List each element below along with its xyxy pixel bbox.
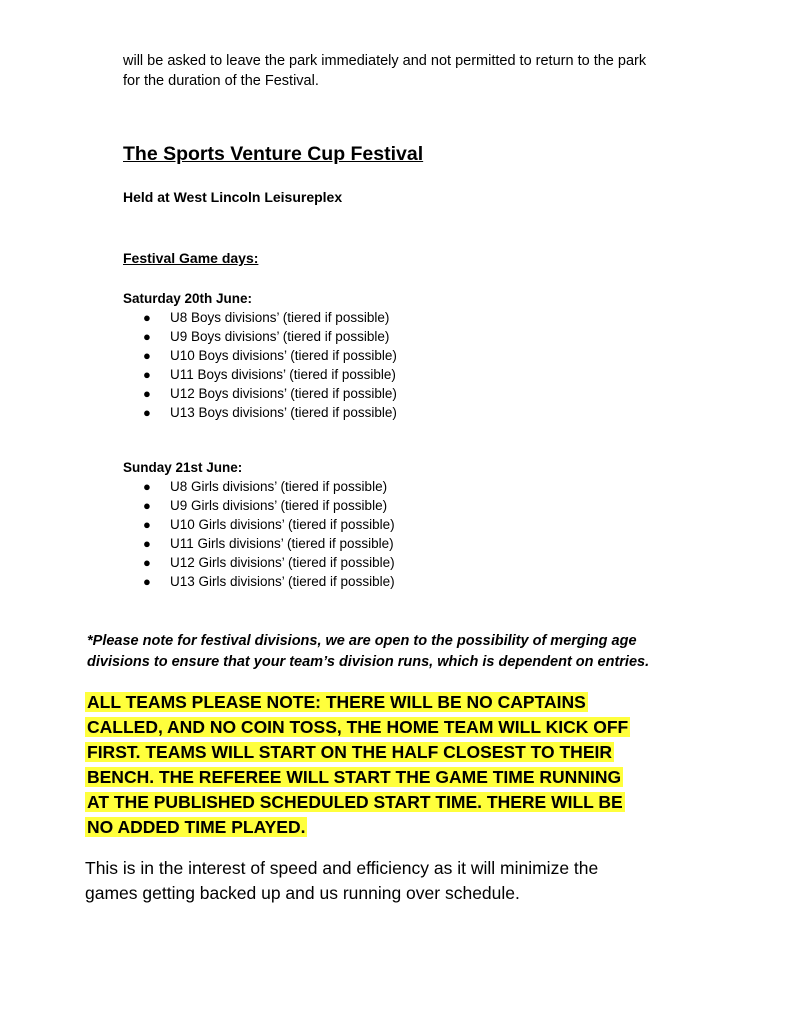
bullet-icon: ● <box>143 517 151 532</box>
division-label: U12 Girls divisions’ (tiered if possible) <box>170 555 395 570</box>
saturday-divisions-list <box>123 308 397 422</box>
note-line-2: divisions to ensure that your team’s division runs, which is dependent on entries. <box>87 654 650 670</box>
venue-line: Held at West Lincoln Leisureplex <box>123 189 343 205</box>
list-item <box>123 572 395 591</box>
division-label: U12 Boys divisions’ (tiered if possible) <box>170 386 397 401</box>
division-label: U9 Girls divisions’ (tiered if possible) <box>170 498 388 513</box>
notice-line-4: BENCH. THE REFEREE WILL START THE GAME TIME RUNNING <box>87 767 622 787</box>
division-label: U13 Girls divisions’ (tiered if possible) <box>170 574 395 589</box>
notice-line-1: ALL TEAMS PLEASE NOTE: THERE WILL BE NO CAPTAINS <box>87 692 586 712</box>
division-label: U11 Boys divisions’ (tiered if possible) <box>170 367 396 382</box>
list-item <box>123 477 395 496</box>
division-label: U10 Boys divisions’ (tiered if possible) <box>170 348 397 363</box>
captains-notice <box>85 690 705 840</box>
bullet-icon: ● <box>143 574 151 589</box>
list-item <box>123 384 397 403</box>
notice-line-6: NO ADDED TIME PLAYED. <box>87 817 306 837</box>
bullet-icon: ● <box>143 348 151 363</box>
sunday-divisions-list <box>123 477 395 591</box>
bullet-icon: ● <box>143 479 151 494</box>
intro-line-1: will be asked to leave the park immediately and not permitted to return to the park <box>123 53 647 69</box>
list-item <box>123 308 397 327</box>
intro-line-2: for the duration of the Festival. <box>123 73 319 89</box>
list-item <box>123 515 395 534</box>
notice-line-3: FIRST. TEAMS WILL START ON THE HALF CLOSEST TO THEIR <box>87 742 612 762</box>
list-item <box>123 553 395 572</box>
division-label: U13 Boys divisions’ (tiered if possible) <box>170 405 397 420</box>
saturday-heading: Saturday 20th June: <box>123 291 253 306</box>
game-days-heading: Festival Game days: <box>123 250 259 266</box>
sunday-heading: Sunday 21st June: <box>123 460 243 475</box>
division-label: U9 Boys divisions’ (tiered if possible) <box>170 329 390 344</box>
bullet-icon: ● <box>143 310 151 325</box>
bullet-icon: ● <box>143 536 151 551</box>
intro-paragraph <box>123 51 723 91</box>
list-item <box>123 365 397 384</box>
closing-line-1: This is in the interest of speed and efficiency as it will minimize the <box>85 858 599 878</box>
merge-divisions-note <box>87 631 727 673</box>
list-item <box>123 403 397 422</box>
bullet-icon: ● <box>143 367 151 382</box>
list-item <box>123 496 395 515</box>
festival-title: The Sports Venture Cup Festival <box>123 143 424 165</box>
list-item <box>123 346 397 365</box>
division-label: U11 Girls divisions’ (tiered if possible) <box>170 536 394 551</box>
bullet-icon: ● <box>143 498 151 513</box>
division-label: U10 Girls divisions’ (tiered if possible) <box>170 517 395 532</box>
note-line-1: *Please note for festival divisions, we are open to the possibility of merging age <box>87 633 637 649</box>
bullet-icon: ● <box>143 555 151 570</box>
division-label: U8 Girls divisions’ (tiered if possible) <box>170 479 388 494</box>
sunday-section <box>123 459 395 591</box>
notice-line-2: CALLED, AND NO COIN TOSS, THE HOME TEAM WILL KICK OFF <box>87 717 629 737</box>
list-item <box>123 534 395 553</box>
bullet-icon: ● <box>143 386 151 401</box>
closing-paragraph <box>85 856 725 906</box>
closing-line-2: games getting backed up and us running over schedule. <box>85 883 520 903</box>
saturday-section <box>123 290 397 422</box>
list-item <box>123 327 397 346</box>
notice-line-5: AT THE PUBLISHED SCHEDULED START TIME. THERE WILL BE <box>87 792 623 812</box>
bullet-icon: ● <box>143 405 151 420</box>
bullet-icon: ● <box>143 329 151 344</box>
division-label: U8 Boys divisions’ (tiered if possible) <box>170 310 390 325</box>
